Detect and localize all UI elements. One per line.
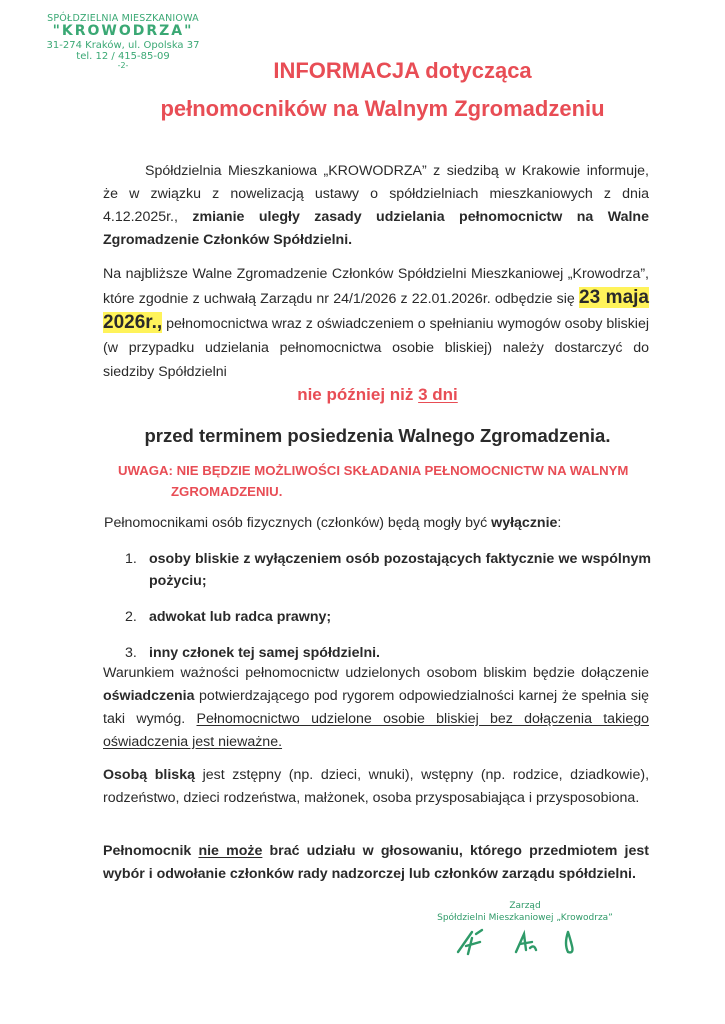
signature-mark-2	[516, 934, 536, 952]
list-item	[125, 606, 651, 628]
paragraph-close-person	[103, 764, 649, 810]
paragraph-intro	[103, 160, 649, 252]
proxies-intro-end: :	[557, 515, 562, 531]
list-item	[125, 642, 651, 664]
voting-underlined: nie może	[198, 843, 263, 859]
stamp-line-4: tel. 12 / 415-85-09	[76, 50, 170, 62]
paragraph-meeting	[103, 262, 649, 384]
before-meeting-heading: przed terminem posiedzenia Walnego Zgromadzenia.	[144, 425, 611, 446]
signature-mark-1	[458, 930, 482, 954]
list-item-number: 1.	[125, 551, 137, 567]
warning-notice	[118, 460, 638, 502]
proxies-intro-bold: wyłącznie	[491, 515, 558, 531]
list-item-number: 3.	[125, 645, 137, 661]
validity-underlined: Pełnomocnictwo udzielone osobie bliskiej bez dołączenia takiego oświadczenia jest nieważne.	[103, 711, 649, 750]
proxies-list	[125, 548, 651, 678]
stamp-line-1: SPÓŁDZIELNIA MIESZKANIOWA	[47, 13, 199, 24]
close-person-bold: Osobą bliską	[103, 767, 195, 783]
handwritten-signatures	[420, 924, 630, 960]
warning-line-2: ZGROMADZENIU.	[171, 484, 283, 499]
intro-text: Spółdzielnia Mieszkaniowa „KROWODRZA” z siedzibą w Krakowie informuje, że w związku z nowelizacją ustawy o spółdzielniach mieszkaniowych z dnia 4.12.2025r.,	[103, 163, 649, 225]
warning-line-1: UWAGA: NIE BĘDZIE MOŻLIWOŚCI SKŁADANIA PEŁNOMOCNICTW NA WALNYM	[118, 463, 629, 478]
title-line-2: pełnomocników na Walnym Zgromadzeniu	[160, 96, 605, 121]
stamp-line-5: -2-	[117, 60, 129, 70]
voting-bold-2: brać udziału w głosowaniu, którego przedmiotem jest wybór i odwołanie członków rady nadzorczej lub członków zarządu spółdzielni.	[103, 843, 649, 882]
validity-text-2: potwierdzającego pod rygorem odpowiedzialności karnej że spełnia się taki wymóg.	[103, 688, 649, 727]
list-item-text: osoby bliskie z wyłączeniem osób pozostających faktycznie we wspólnym pożyciu;	[149, 551, 651, 589]
signature-block	[420, 900, 630, 964]
voting-bold-1: Pełnomocnik	[103, 843, 199, 859]
list-item	[125, 548, 651, 592]
title-line-1: INFORMACJA dotycząca	[273, 58, 532, 83]
list-item-number: 2.	[125, 609, 137, 625]
proxies-intro-text: Pełnomocnikami osób fizycznych (członków) będą mogły być	[104, 515, 492, 531]
paragraph-validity	[103, 662, 649, 754]
signature-mark-3	[566, 932, 573, 952]
signature-line-2: Spółdzielni Mieszkaniowej „Krowodrza”	[437, 913, 613, 923]
proxies-intro	[104, 512, 650, 535]
deadline-prefix: nie później niż	[297, 385, 419, 404]
intro-bold-text: zmianie uległy zasady udzielania pełnomocnictw na Walne Zgromadzenie Członków Spółdzielni.	[103, 209, 649, 248]
meeting-date-highlight: 23 maja 2026r.,	[103, 287, 649, 333]
stamp-line-2: "KROWODRZA"	[52, 23, 194, 40]
close-person-text: jest zstępny (np. dzieci, wnuki), wstępny (np. rodzice, dziadkowie), rodzeństwo, dzieci rodzeństwa, małżonek, osoba przysposabiająca i przysposobiona.	[103, 767, 650, 806]
list-item-text: inny członek tej samej spółdzielni.	[149, 645, 381, 661]
stamp-line-3: 31-274 Kraków, ul. Opolska 37	[46, 39, 200, 51]
paragraph-voting-restriction	[103, 840, 649, 886]
list-item-text: adwokat lub radca prawny;	[149, 609, 332, 625]
deadline-notice	[15, 385, 725, 405]
validity-bold: oświadczenia	[103, 688, 195, 704]
signature-line-1: Zarząd	[509, 901, 541, 911]
meeting-text-1: Na najbliższe Walne Zgromadzenie Członków Spółdzielni Mieszkaniowej „Krowodrza”, które zgodnie z uchwałą Zarządu nr 24/1/2026 z 22.01.2026r. odbędzie się	[103, 266, 649, 307]
validity-text-1: Warunkiem ważności pełnomocnictw udzielonych osobom bliskim będzie dołączenie	[103, 665, 649, 681]
meeting-text-2: pełnomocnictwa wraz z oświadczeniem o spełnianiu wymogów osoby bliskiej (w przypadku udzielania pełnomocnictwa osobie bliskiej) należy dostarczyć do siedziby Spółdzielni	[103, 316, 649, 380]
deadline-days: 3 dni	[418, 385, 458, 404]
